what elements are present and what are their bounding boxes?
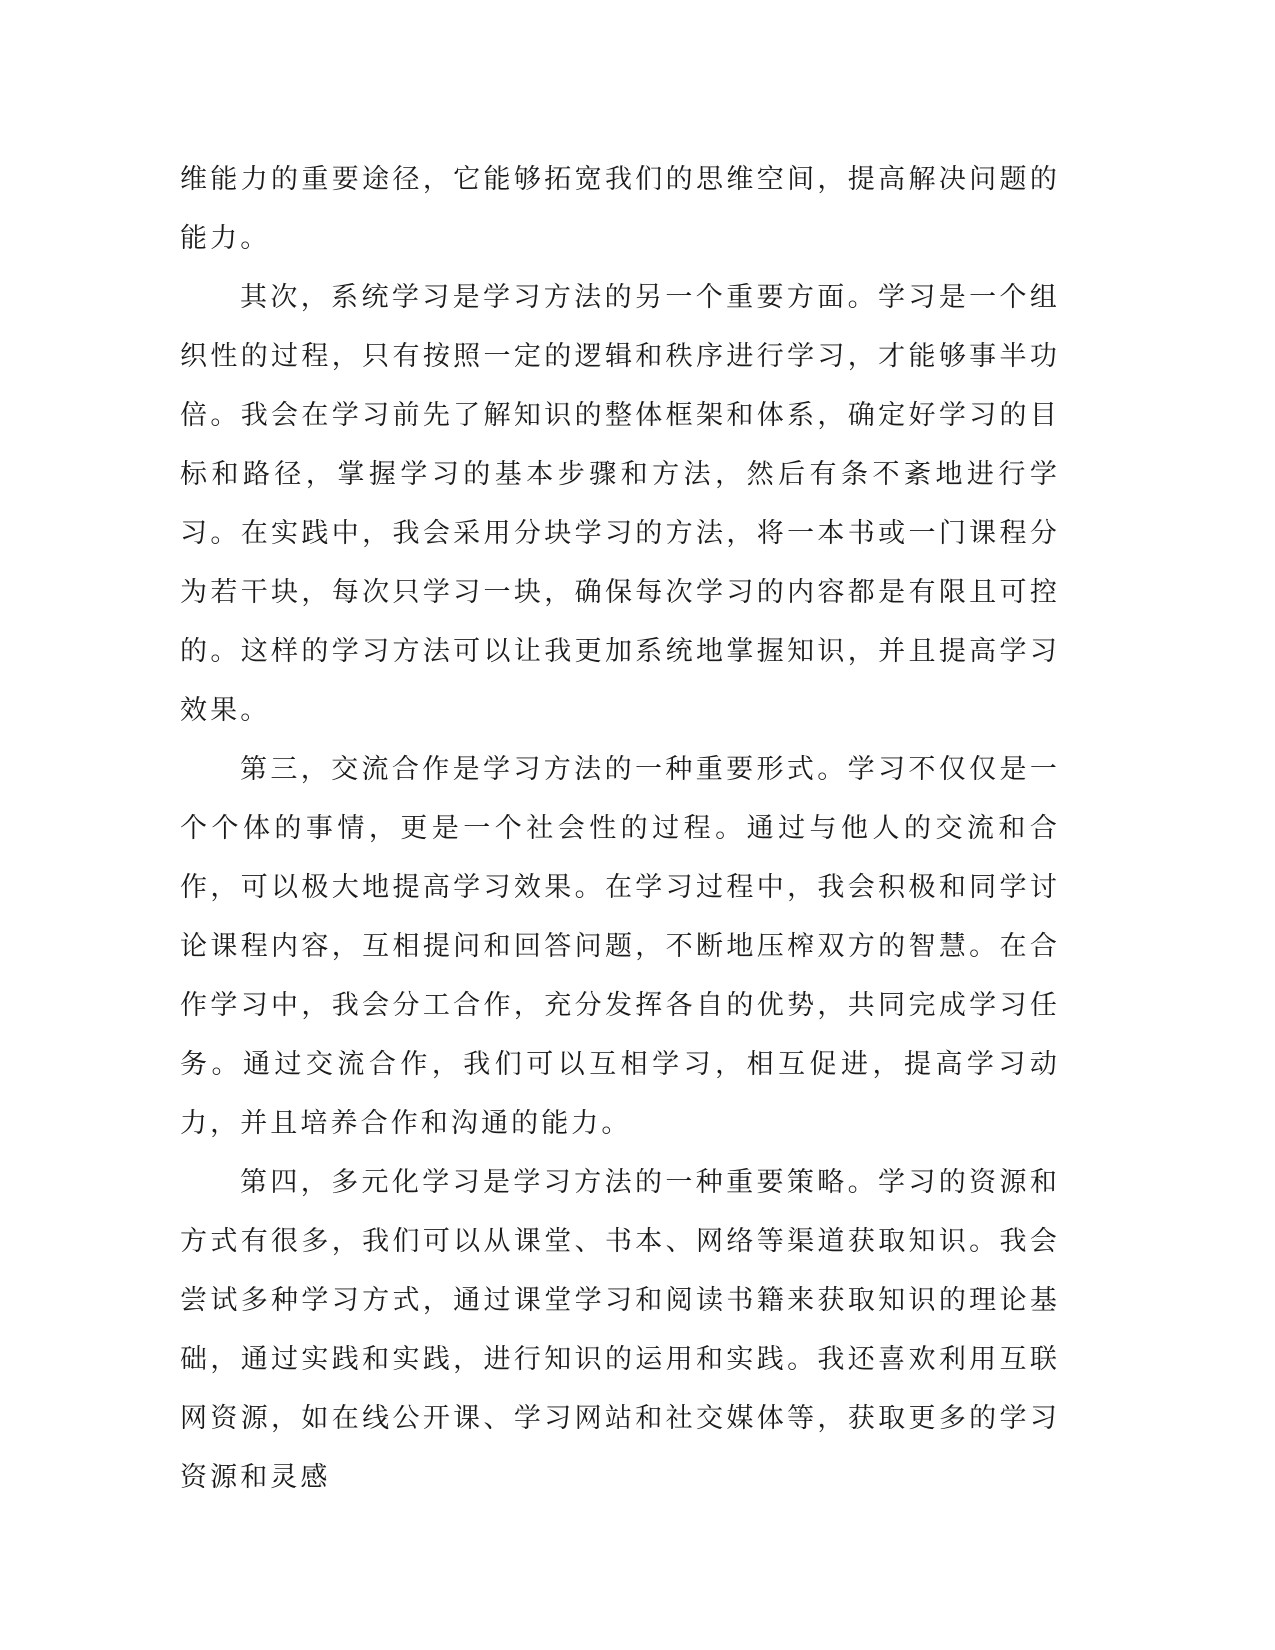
paragraph-1: 维能力的重要途径，它能够拓宽我们的思维空间，提高解决问题的能力。 [180,164,1060,254]
paragraph-4: 第四，多元化学习是学习方法的一种重要策略。学习的资源和方式有很多，我们可以从课堂、书本、网络等渠道获取知识。我会尝试多种学习方式，通过课堂学习和阅读书籍来获取知识的理论基础，通过实践和实践，进行知识的运用和实践。我还喜欢利用互联网资源，如在线公开课、学习网站和社交媒体等，获取更多的学习资源和灵感 [180,1167,1060,1493]
paragraph-2: 其次，系统学习是学习方法的另一个重要方面。学习是一个组织性的过程，只有按照一定的逻辑和秩序进行学习，才能够事半功倍。我会在学习前先了解知识的整体框架和体系，确定好学习的目标和路径，掌握学习的基本步骤和方法，然后有条不紊地进行学习。在实践中，我会采用分块学习的方法，将一本书或一门课程分为若干块，每次只学习一块，确保每次学习的内容都是有限且可控的。这样的学习方法可以让我更加系统地掌握知识，并且提高学习效果。 [180,282,1060,726]
paragraph-3: 第三，交流合作是学习方法的一种重要形式。学习不仅仅是一个个体的事情，更是一个社会性的过程。通过与他人的交流和合作，可以极大地提高学习效果。在学习过程中，我会积极和同学讨论课程内容，互相提问和回答问题，不断地压榨双方的智慧。在合作学习中，我会分工合作，充分发挥各自的优势，共同完成学习任务。通过交流合作，我们可以互相学习，相互促进，提高学习动力，并且培养合作和沟通的能力。 [180,754,1060,1139]
document-body [180,150,1060,1507]
